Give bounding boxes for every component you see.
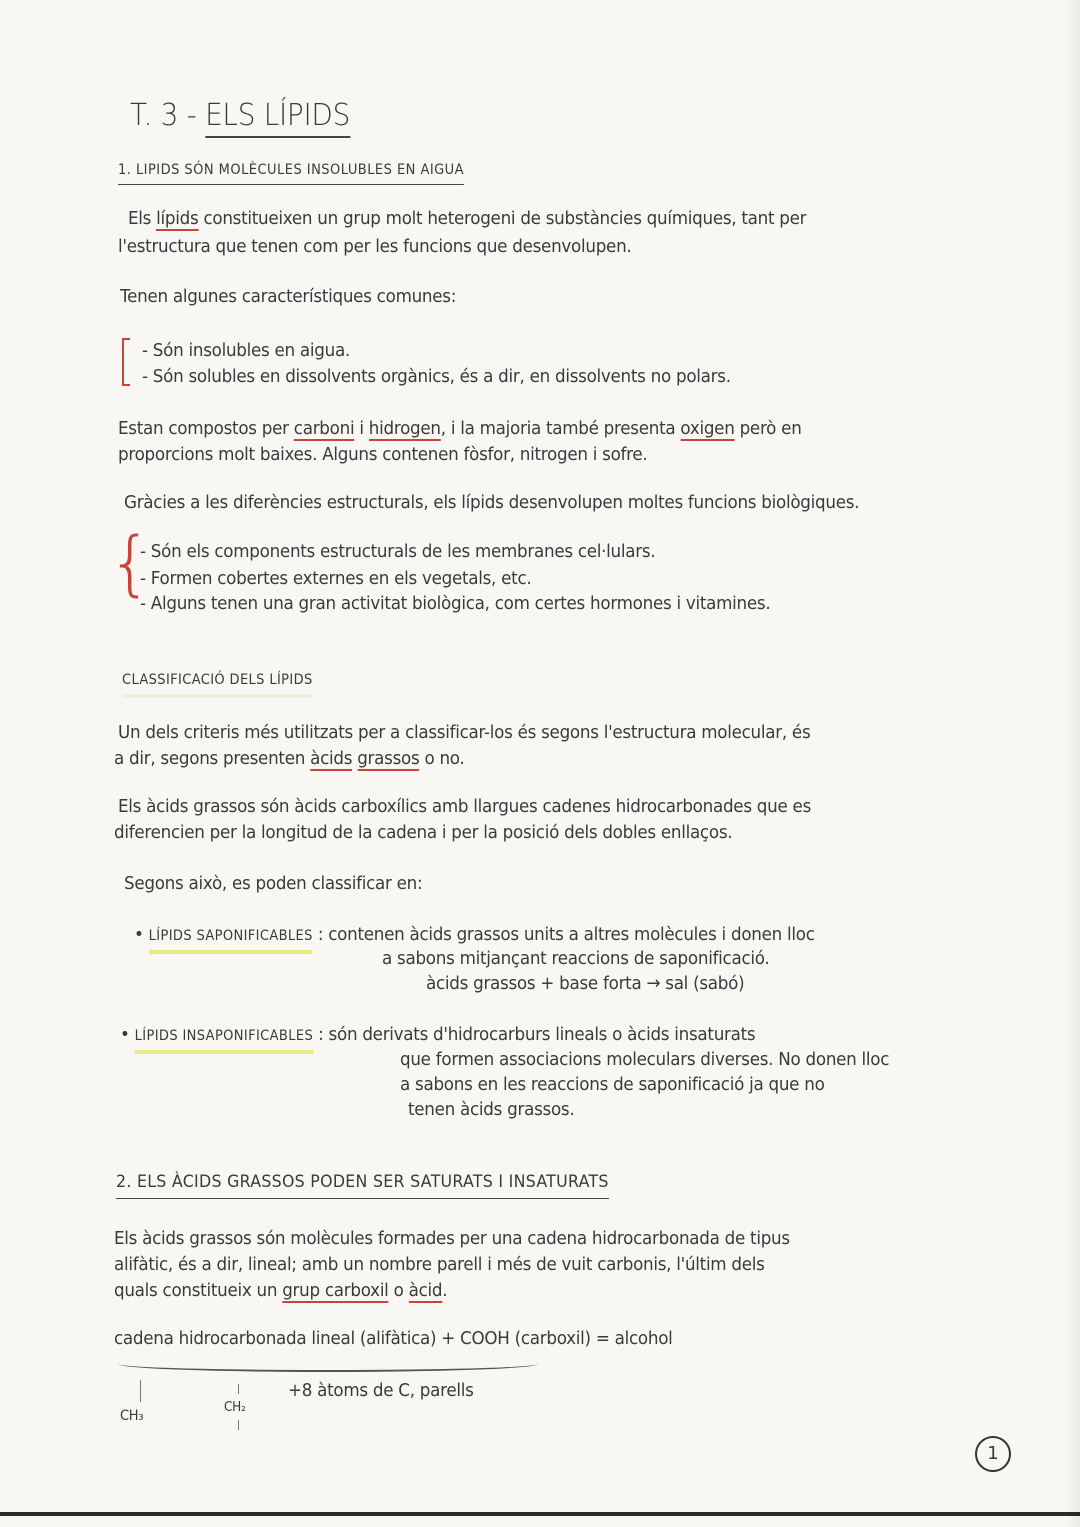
ch2-label: CH₂ [224, 1400, 246, 1415]
s2-p1-line3 [114, 1280, 447, 1301]
title-prefix: T. 3 - [130, 98, 206, 133]
text: però en [734, 418, 802, 439]
list1-item: - Són insolubles en aigua. [142, 340, 350, 361]
highlighted-term: LÍPIDS SAPONIFICABLES [149, 928, 313, 954]
s1-p2: Tenen algunes característiques comunes: [120, 286, 457, 307]
underlined-term: àcid [408, 1280, 443, 1301]
fatty-acid-formula: cadena hidrocarbonada lineal (alifàtica) + COOH (carboxil) = alcohol [114, 1328, 673, 1349]
s2-p1-line1: Els àcids grassos són molècules formades per una cadena hidrocarbonada de tipus [114, 1228, 790, 1249]
underbrace-mark [118, 1356, 538, 1372]
text: Els [128, 208, 157, 229]
classification-heading: CLASSIFICACIÓ DELS LÍPIDS [122, 672, 313, 698]
insaponifiable-line: a sabons en les reaccions de saponificació ja que no [400, 1074, 825, 1095]
class-p1-line2 [114, 748, 465, 769]
page-edge [0, 1512, 1080, 1516]
text: Estan compostos per [118, 418, 294, 439]
underlined-term: grassos [357, 748, 420, 769]
s1-p1-line2: l'estructura que tenen com per les funcions que desenvolupen. [118, 236, 632, 257]
bracket-mark [122, 338, 130, 386]
page-title [130, 98, 350, 133]
s1-p4: Gràcies a les diferències estructurals, els lípids desenvolupen moltes funcions biològiques. [124, 492, 860, 513]
saponifiable-entry: • LÍPIDS SAPONIFICABLES : contenen àcids grassos units a altres molècules i donen lloc [134, 924, 815, 945]
text: i [354, 418, 369, 439]
carbon-note: +8 àtoms de C, parells [288, 1380, 474, 1401]
underlined-term: àcids [310, 748, 353, 769]
saponifiable-line: a sabons mitjançant reaccions de saponificació. [382, 948, 770, 969]
underlined-term: oxigen [680, 418, 735, 439]
text: o [388, 1280, 409, 1301]
text: o no. [419, 748, 465, 769]
class-p2-line2: diferencien per la longitud de la cadena i per la posició dels dobles enllaços. [114, 822, 733, 843]
class-p1-line1: Un dels criteris més utilitzats per a classificar-los és segons l'estructura molecular, és [118, 722, 811, 743]
bond-tick [140, 1380, 141, 1402]
insaponifiable-line: tenen àcids grassos. [408, 1099, 575, 1120]
underlined-term: hidrogen [368, 418, 441, 439]
text: , i la majoria també presenta [440, 418, 681, 439]
text: a dir, segons presenten [114, 748, 311, 769]
bond-tick [238, 1384, 239, 1394]
text: contenen àcids grassos units a altres molècules i donen lloc [328, 924, 815, 945]
class-p3: Segons això, es poden classificar en: [124, 873, 423, 894]
s2-p1-line2: alifàtic, és a dir, lineal; amb un nombre parell i més de vuit carbonis, l'últim dels [114, 1254, 765, 1275]
underlined-term: lípids [156, 208, 199, 229]
list2-item: - Alguns tenen una gran activitat biològica, com certes hormones i vitamines. [140, 593, 771, 614]
text: quals constitueix un [114, 1280, 283, 1301]
underlined-term: carboni [293, 418, 355, 439]
list2-item: - Són els components estructurals de les membranes cel·lulars. [140, 541, 656, 562]
underlined-term: grup carboxil [282, 1280, 389, 1301]
class-p2-line1: Els àcids grassos són àcids carboxílics amb llargues cadenes hidrocarbonades que es [118, 796, 812, 817]
text: : [312, 924, 329, 945]
s1-p3-line1 [118, 418, 802, 439]
insaponifiable-entry: • LÍPIDS INSAPONIFICABLES : són derivats d'hidrocarburs lineals o àcids insaturats [120, 1024, 755, 1045]
text: són derivats d'hidrocarburs lineals o àcids insaturats [328, 1024, 756, 1045]
highlighted-term: LÍPIDS INSAPONIFICABLES [135, 1028, 313, 1054]
s1-p1-line1 [128, 208, 806, 229]
title-main: ELS LÍPIDS [205, 98, 350, 138]
s1-p3-line2: proporcions molt baixes. Alguns contenen fòsfor, nitrogen i sofre. [118, 444, 648, 465]
ch3-label: CH₃ [120, 1408, 144, 1424]
bond-tick [238, 1420, 239, 1430]
section2-heading: 2. ELS ÀCIDS GRASSOS PODEN SER SATURATS I INSATURATS [116, 1172, 609, 1199]
list2-item: - Formen cobertes externes en els vegetals, etc. [140, 568, 532, 589]
text [352, 748, 357, 769]
section1-heading: 1. LIPIDS SÓN MOLÈCULES INSOLUBLES EN AIGUA [118, 162, 464, 185]
text: . [442, 1280, 448, 1301]
text: constitueixen un grup molt heterogeni de substàncies químiques, tant per [198, 208, 807, 229]
saponification-equation: àcids grassos + base forta → sal (sabó) [426, 973, 745, 994]
insaponifiable-line: que formen associacions moleculars diverses. No donen lloc [400, 1049, 890, 1070]
page-number: 1 [975, 1436, 1011, 1472]
text: : [313, 1024, 329, 1045]
list1-item: - Són solubles en dissolvents orgànics, és a dir, en dissolvents no polars. [142, 366, 731, 387]
brace-mark: { [108, 522, 153, 604]
